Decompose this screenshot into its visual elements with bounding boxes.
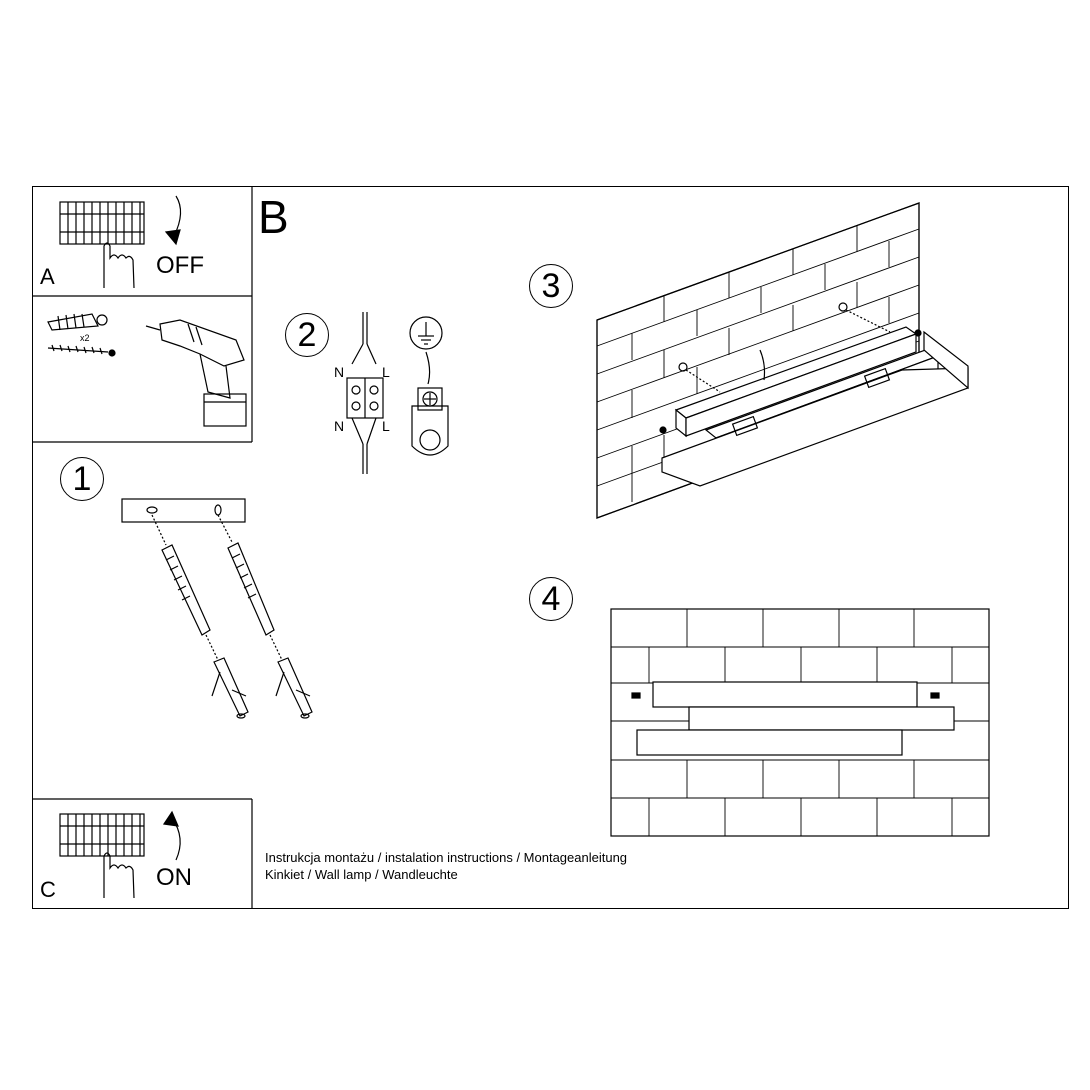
panel-c-letter: C [40,877,56,902]
power-on-label: ON [156,864,192,891]
caption-line-1: Instrukcja montażu / instalation instructions / Montageanleitung [265,850,628,865]
step-4-marker: 4 [529,577,573,621]
power-drill-icon [146,320,246,426]
wall-with-lamp-exploded [597,203,968,518]
ground-terminal-icon [410,317,448,455]
caption-line-2: Kinkiet / Wall lamp / Wandleuchte [265,867,458,882]
mounting-bracket [122,499,245,522]
wire-live-top: L [382,364,390,380]
wire-neutral-top: N [334,364,345,380]
wire-live-bottom: L [382,418,390,434]
panel-b-letter: B [258,191,289,243]
panel-a-letter: A [40,264,55,289]
step-2-marker: 2 [285,313,329,357]
terminal-block [347,312,383,474]
step-1-marker: 1 [60,457,104,501]
wall-with-lamp-mounted [611,609,989,836]
step-3-marker: 3 [529,264,573,308]
power-off-label: OFF [156,252,204,279]
anchor-screw-right [218,515,312,718]
screw-count-label: x2 [80,333,90,343]
wire-neutral-bottom: N [334,418,345,434]
